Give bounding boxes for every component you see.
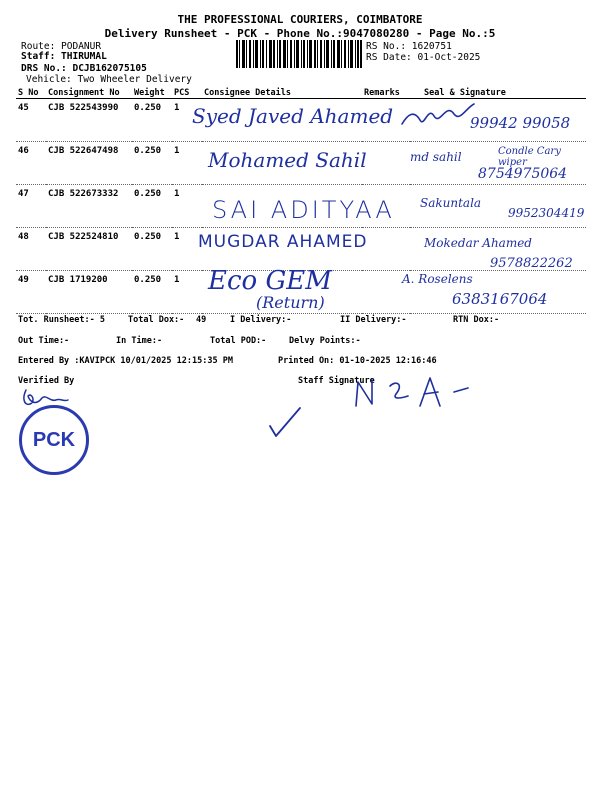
seal-note-5: A. Roselens [402,272,473,286]
sno-cell: 47 [16,185,46,228]
signature-scribble-1 [398,96,478,136]
pcs-cell: 1 [172,142,202,185]
table-header-row [16,87,586,99]
handwritten-consignee-3: SAI ADITYAA [212,196,395,224]
weight-cell: 0.250 [132,228,172,271]
remarks-cell [362,142,410,185]
barcode-image [236,40,362,68]
col-consignee-header: Consignee Details [202,87,362,99]
weight-cell: 0.250 [132,142,172,185]
consignment-cell: CJB 1719200 [46,271,132,314]
consignment-cell: CJB 522524810 [46,228,132,271]
remarks-cell [362,228,410,271]
col-seal-header: Seal & Signature [410,87,586,99]
out-time: Out Time:- [18,336,70,346]
in-time: In Time:- [116,336,163,346]
pcs-cell: 1 [172,271,202,314]
weight-cell: 0.250 [132,99,172,142]
company-title: THE PROFESSIONAL COURIERS, COIMBATORE [177,13,423,26]
consignment-cell: CJB 522673332 [46,185,132,228]
total-dox-value: 49 [196,315,207,325]
handwritten-consignee-5: Eco GEM [208,266,332,296]
col-weight-header: Weight [132,87,172,99]
handwritten-consignee-1: Syed Javed Ahamed [192,104,394,128]
i-delivery: I Delivery:- [230,315,292,325]
seal-note-2: md sahil [410,150,462,164]
runsheet-title: Delivery Runsheet - PCK - Phone No.:9047080280 - Page No.:5 [104,27,496,40]
staff-signature [350,372,490,412]
weight-cell: 0.250 [132,271,172,314]
check-mark [266,404,306,440]
consignment-cell: CJB 522543990 [46,99,132,142]
seal-phone-5: 6383167064 [452,290,548,308]
seal-phone-3: 9952304419 [508,206,585,220]
delvy-points: Delvy Points:- [289,336,361,346]
sno-cell: 45 [16,99,46,142]
seal-phone-2: 8754975064 [478,166,568,182]
pcs-cell: 1 [172,228,202,271]
col-remarks-header: Remarks [362,87,410,99]
staff-signature-label: Staff Signature [298,376,375,386]
seal-note-2-extra: Condle Cary wiper [498,146,561,168]
pcs-cell: 1 [172,99,202,142]
seal-phone-4: 9578822262 [490,256,573,271]
tot-runsheet: Tot. Runsheet:- 5 [18,315,105,325]
vehicle-label: Vehicle: Two Wheeler Delivery [26,74,192,85]
entered-by: Entered By :KAVIPCK 10/01/2025 12:15:35 PM [18,356,233,366]
handwritten-consignee-2: Mohamed Sahil [208,148,367,172]
col-pcs-header: PCS [172,87,202,99]
col-consignment-header: Consignment No [46,87,132,99]
drs-number: DRS No.: DCJB162075105 [21,63,147,74]
ii-delivery: II Delivery:- [340,315,407,325]
pcs-cell: 1 [172,185,202,228]
sno-cell: 48 [16,228,46,271]
seal-note-4: Mokedar Ahamed [424,236,532,250]
printed-on: Printed On: 01-10-2025 12:16:46 [278,356,437,366]
weight-cell: 0.250 [132,185,172,228]
pck-stamp: PCK [19,405,89,475]
seal-note-1: 99942 99058 [470,114,571,132]
rs-date: RS Date: 01-Oct-2025 [366,52,481,63]
rs-number: RS No.: 1620751 [366,41,452,52]
sno-cell: 49 [16,271,46,314]
sno-cell: 46 [16,142,46,185]
handwritten-return-note: (Return) [256,293,325,312]
route-label: Route: PODANUR [21,41,102,52]
total-dox-label: Total Dox:- [128,315,185,325]
staff-label: Staff: THIRUMAL [21,51,107,62]
consignment-cell: CJB 522647498 [46,142,132,185]
rtn-dox: RTN Dox:- [453,315,500,325]
seal-note-3: Sakuntala [420,196,482,210]
verified-by-label: Verified By [18,376,75,386]
handwritten-consignee-4: MUGDAR AHAMED [198,232,368,252]
col-sno-header: S No [16,87,46,99]
total-pod: Total POD:- [210,336,267,346]
